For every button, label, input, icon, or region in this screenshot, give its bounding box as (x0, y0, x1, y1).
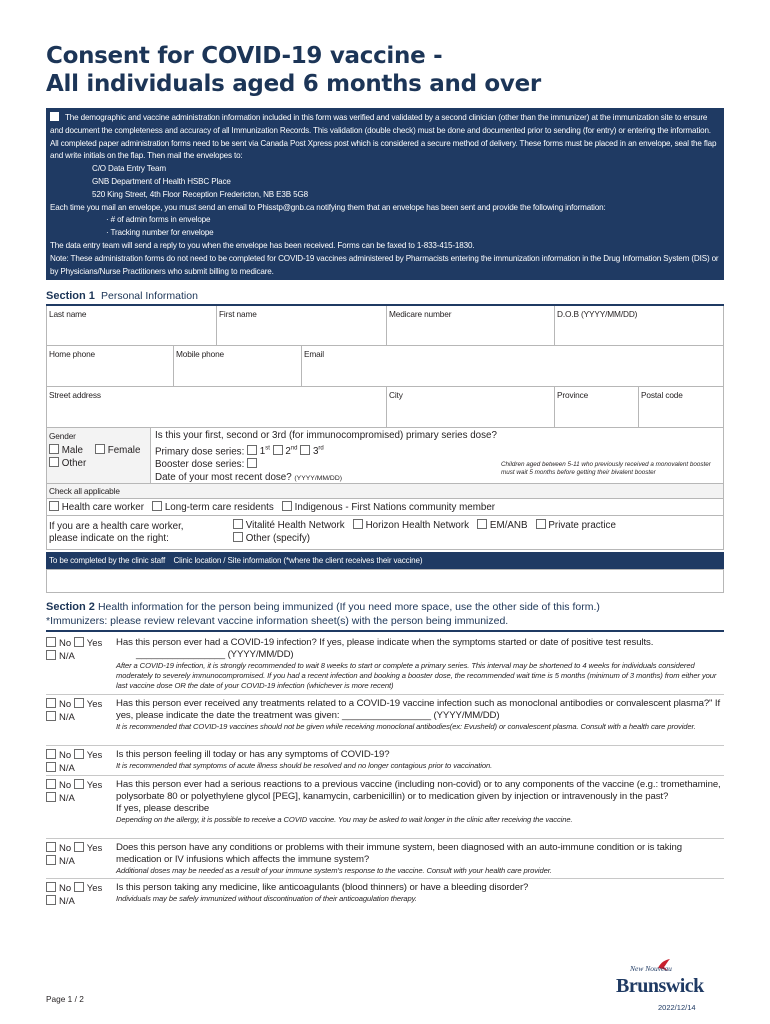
last-name-label: Last name (49, 309, 87, 319)
q2-no-checkbox[interactable] (46, 698, 56, 708)
male-checkbox[interactable] (49, 444, 59, 454)
section-1-title: Personal Information (101, 290, 198, 302)
hcw-checkbox[interactable] (49, 501, 59, 511)
form-title (46, 42, 541, 98)
clinic-location-field[interactable] (46, 569, 724, 593)
question-5 (46, 842, 726, 878)
hcw-label: Health care worker (61, 502, 144, 513)
q3-no-checkbox[interactable] (46, 749, 56, 759)
q1-no-label: No (59, 638, 72, 649)
clinic-location-label: Clinic location / Site information (*where the client receives their vaccine) (173, 556, 423, 565)
q3-yes-checkbox[interactable] (74, 749, 84, 759)
divider-3 (46, 775, 724, 776)
form-version: 2022/12/14 (658, 1003, 696, 1012)
q4-text: Has this person ever had a serious reactions to a previous vaccine (including non-covid) or to any components of the vaccine (e.g.: tromethamine, polysorbate 80 or polyethylene glycol [PEG], kanamycin, carbenicillin) or to medication given by injection or intravenously in the past? (116, 779, 721, 802)
q6-na-label: N/A (59, 896, 75, 907)
dose-series-cell (151, 428, 724, 483)
hcw-question-1: If you are a health care worker, (49, 521, 184, 532)
gender-cell (47, 428, 151, 483)
divider-5 (46, 878, 724, 879)
indigenous-checkbox[interactable] (282, 501, 292, 511)
dose-series-question: Is this your first, second or 3rd (for immunocompromised) primary series dose? (155, 430, 497, 441)
ltc-checkbox[interactable] (152, 501, 162, 511)
street-address-label: Street address (49, 390, 101, 400)
dob-field[interactable] (555, 306, 724, 345)
q6-yes-checkbox[interactable] (74, 882, 84, 892)
clinic-staff-bar (46, 552, 724, 569)
q2-na-label: N/A (59, 712, 75, 723)
section-1-number: Section 1 (46, 290, 95, 302)
q2-yes-label: Yes (86, 699, 103, 710)
q4-no-label: No (59, 780, 72, 791)
question-6 (46, 882, 726, 910)
city-field[interactable] (387, 387, 555, 427)
booster-dose-label: Booster dose series: (155, 459, 245, 471)
female-label: Female (107, 445, 141, 456)
section-1-heading (46, 290, 198, 302)
notice-paragraph-2: Each time you mail an envelope, you must send an email to Phisstp@gnb.ca notifying them that an envelope has been sent and provide the following information: (50, 202, 606, 212)
q4-no-checkbox[interactable] (46, 779, 56, 789)
hcw-employer-cell (47, 516, 724, 549)
new-brunswick-logo (616, 964, 726, 1004)
city-label: City (389, 390, 403, 400)
check-all-header (47, 484, 724, 498)
dose-1st-label: 1st (259, 445, 270, 457)
female-checkbox[interactable] (95, 444, 105, 454)
q2-text: Has this person ever received any treatments related to a COVID-19 vaccine infection such as monoclonal antibodies or convalescent plasma?" If yes, please indicate the date the treatment was given: _________________ (YYYY/MM/DD) (116, 698, 721, 721)
q5-text: Does this person have any conditions or problems with their immune system, been diagnosed with an auto-immune condition or is taking medication or IV infusions which affects the immune system? (116, 842, 682, 865)
q6-text: Is this person taking any medicine, like anticoagulants (blood thinners) or have a bleeding disorder? (116, 882, 529, 893)
q5-note: Additional doses may be needed as a result of your immune system's response to the vaccine. Consult with your health care provider. (116, 866, 552, 875)
logo-main-text: Brunswick (616, 975, 704, 997)
question-4 (46, 779, 726, 837)
dob-label: D.O.B (YYYY/MM/DD) (557, 309, 638, 319)
other-gender-checkbox[interactable] (49, 457, 59, 467)
booster-checkbox[interactable] (247, 458, 257, 468)
q4-describe: If yes, please describe (116, 803, 210, 814)
question-1 (46, 637, 726, 693)
notice-paragraph-1: The demographic and vaccine administration information included in this form was verified and validated by a second clinician (other than the immunizer) at the immunization site to ensure and document the completeness and accuracy of all Immunization Records. This validation (double check) must be done and documented prior to sending (for entry) or entering the information. All completed paper administration forms need to be sent via Canada Post Xpress post which is considered a secure method of delivery. These forms must be placed in an envelope, seal the flap and write initials on the flap. Then mail the envelopes to: (50, 113, 717, 161)
q6-na-checkbox[interactable] (46, 895, 56, 905)
hcw-question-2: please indicate on the right: (49, 533, 169, 544)
page-number: Page 1 / 2 (46, 994, 84, 1004)
other-gender-label: Other (61, 458, 87, 469)
section-2-title: Health information for the person being immunized (If you need more space, use the other side of this form.) (97, 601, 600, 613)
q4-na-checkbox[interactable] (46, 792, 56, 802)
q1-date-field[interactable]: _________________ (YYYY/MM/DD) (136, 649, 294, 660)
medicare-label: Medicare number (389, 309, 452, 319)
children-note-2: must wait 5 months before getting their bivalent booster (501, 469, 656, 476)
home-phone-field[interactable] (47, 346, 174, 386)
dose-3rd-checkbox[interactable] (300, 445, 310, 455)
home-phone-label: Home phone (49, 349, 96, 359)
vitalite-checkbox[interactable] (233, 519, 243, 529)
other-specify-label: Other (specify) (245, 533, 310, 544)
q1-yes-label: Yes (86, 638, 103, 649)
q1-no-checkbox[interactable] (46, 637, 56, 647)
gender-label: Gender (49, 431, 76, 441)
q4-na-label: N/A (59, 793, 75, 804)
postal-code-label: Postal code (641, 390, 683, 400)
q4-yes-label: Yes (86, 780, 103, 791)
notice-bullet-1: · # of admin forms in envelope (106, 215, 211, 225)
male-label: Male (61, 445, 83, 456)
q1-text: Has this person ever had a COVID-19 infection? If yes, please indicate when the symptoms started or date of positive test results. (116, 637, 654, 648)
private-practice-label: Private practice (548, 520, 616, 531)
first-name-label: First name (219, 309, 257, 319)
q5-na-label: N/A (59, 856, 75, 867)
address-line-3: 520 King Street, 4th Floor Reception Fredericton, NB E3B 5G8 (92, 189, 308, 199)
q6-yes-label: Yes (86, 883, 103, 894)
q1-na-label: N/A (59, 651, 75, 662)
vitalite-label: Vitalité Health Network (245, 520, 345, 531)
q3-na-checkbox[interactable] (46, 762, 56, 772)
dose-3rd-label: 3rd (312, 445, 324, 457)
eman-label: EM/ANB (489, 520, 528, 531)
recent-dose-label: Date of your most recent dose? (155, 471, 292, 483)
q3-yes-label: Yes (86, 750, 103, 761)
section-2-rule (46, 630, 724, 632)
q5-no-checkbox[interactable] (46, 842, 56, 852)
q5-yes-label: Yes (86, 843, 103, 854)
email-label: Email (304, 349, 324, 359)
q5-na-checkbox[interactable] (46, 855, 56, 865)
dose-1st-checkbox[interactable] (247, 445, 257, 455)
q6-no-label: No (59, 883, 72, 894)
q3-note: It is recommended that symptoms of acute illness should be resolved and no longer contagious prior to vaccination. (116, 761, 493, 770)
ltc-label: Long-term care residents (164, 502, 274, 513)
eman-checkbox[interactable] (477, 519, 487, 529)
children-note-1: Children aged between 5-11 who previously received a monovalent booster (501, 461, 711, 468)
private-practice-checkbox[interactable] (536, 519, 546, 529)
q4-note: Depending on the allergy, it is possible to receive a COVID vaccine. You may be asked to wait longer in the clinic after receiving the vaccine. (116, 815, 573, 824)
address-line-1: C/O Data Entry Team (92, 164, 166, 174)
horizon-checkbox[interactable] (353, 519, 363, 529)
q5-yes-checkbox[interactable] (74, 842, 84, 852)
indigenous-label: Indigenous - First Nations community member (294, 502, 496, 513)
notice-paragraph-4: Note: These administration forms do not need to be completed for COVID-19 vaccines administered by Pharmacists entering the immunization information in the Drug Information System (DIS) or by Physicians/Nurse Practitioners who submit billing to medicare. (50, 253, 719, 276)
province-label: Province (557, 390, 589, 400)
title-line-1: Consent for COVID-19 vaccine - (46, 43, 443, 69)
verification-checkbox[interactable] (50, 112, 59, 121)
primary-dose-label: Primary dose series: (155, 445, 245, 457)
notice-paragraph-3: The data entry team will send a reply to you when the envelope has been received. Forms can be faxed to 1-833-415-1830. (50, 240, 475, 250)
q2-na-checkbox[interactable] (46, 711, 56, 721)
q1-yes-checkbox[interactable] (74, 637, 84, 647)
divider-2 (46, 745, 724, 746)
question-2 (46, 698, 726, 744)
mobile-phone-label: Mobile phone (176, 349, 225, 359)
q3-text: Is this person feeling ill today or has any symptoms of COVID-19? (116, 749, 390, 760)
province-field[interactable] (555, 387, 639, 427)
section-2-number: Section 2 (46, 601, 95, 613)
medicare-field[interactable] (387, 306, 555, 345)
q3-no-label: No (59, 750, 72, 761)
email-field[interactable] (302, 346, 724, 386)
q2-no-label: No (59, 699, 72, 710)
address-line-2: GNB Department of Health HSBC Place (92, 176, 231, 186)
title-line-2: All individuals aged 6 months and over (46, 71, 541, 97)
q2-note: It is recommended that COVID-19 vaccines should not be given while receiving monoclonal antibodies(ex: Evusheld) or convalescent plasma. Consult with a health care provider. (116, 722, 696, 731)
q1-note: After a COVID-19 infection, it is strongly recommended to wait 8 weeks to start or complete a primary series. This interval may be shortened to 4 weeks for individuals considered moderately to severely immunocompromised. If you had a recent infection and booking a booster dose, the recommended wait time is 5 months (minimum of 3 months) from either your last vaccine dose OR the date of your COVID-19 infection (whichever is more recent) (116, 661, 717, 690)
q4-yes-checkbox[interactable] (74, 779, 84, 789)
q6-note: Individuals may be safely immunized without discontinuation of their anticoagulation therapy. (116, 894, 417, 903)
divider-4 (46, 838, 724, 839)
q6-no-checkbox[interactable] (46, 882, 56, 892)
clinic-staff-label: To be completed by the clinic staff (49, 556, 166, 565)
postal-code-field[interactable] (639, 387, 724, 427)
section-2-heading (46, 600, 726, 628)
question-3 (46, 749, 726, 775)
street-address-field[interactable] (47, 387, 387, 427)
check-all-label: Check all applicable (49, 486, 120, 496)
dose-2nd-checkbox[interactable] (273, 445, 283, 455)
dose-2nd-label: 2nd (285, 445, 298, 457)
section-2-subtitle: *Immunizers: please review relevant vaccine information sheet(s) with the person being immunized. (46, 615, 509, 627)
instructions-notice (46, 108, 724, 280)
recent-dose-format: (YYYY/MM/DD) (294, 474, 343, 482)
q5-no-label: No (59, 843, 72, 854)
divider-1 (46, 694, 724, 695)
horizon-label: Horizon Health Network (365, 520, 470, 531)
q2-yes-checkbox[interactable] (74, 698, 84, 708)
notice-bullet-2: · Tracking number for envelope (106, 228, 214, 238)
mobile-phone-field[interactable] (174, 346, 302, 386)
personal-info-grid (46, 306, 724, 550)
q1-na-checkbox[interactable] (46, 650, 56, 660)
last-name-field[interactable] (47, 306, 217, 345)
first-name-field[interactable] (217, 306, 387, 345)
logo-top-text: New Nouveau (630, 964, 672, 973)
other-specify-checkbox[interactable] (233, 532, 243, 542)
applicable-options (47, 499, 724, 515)
q3-na-label: N/A (59, 763, 75, 774)
